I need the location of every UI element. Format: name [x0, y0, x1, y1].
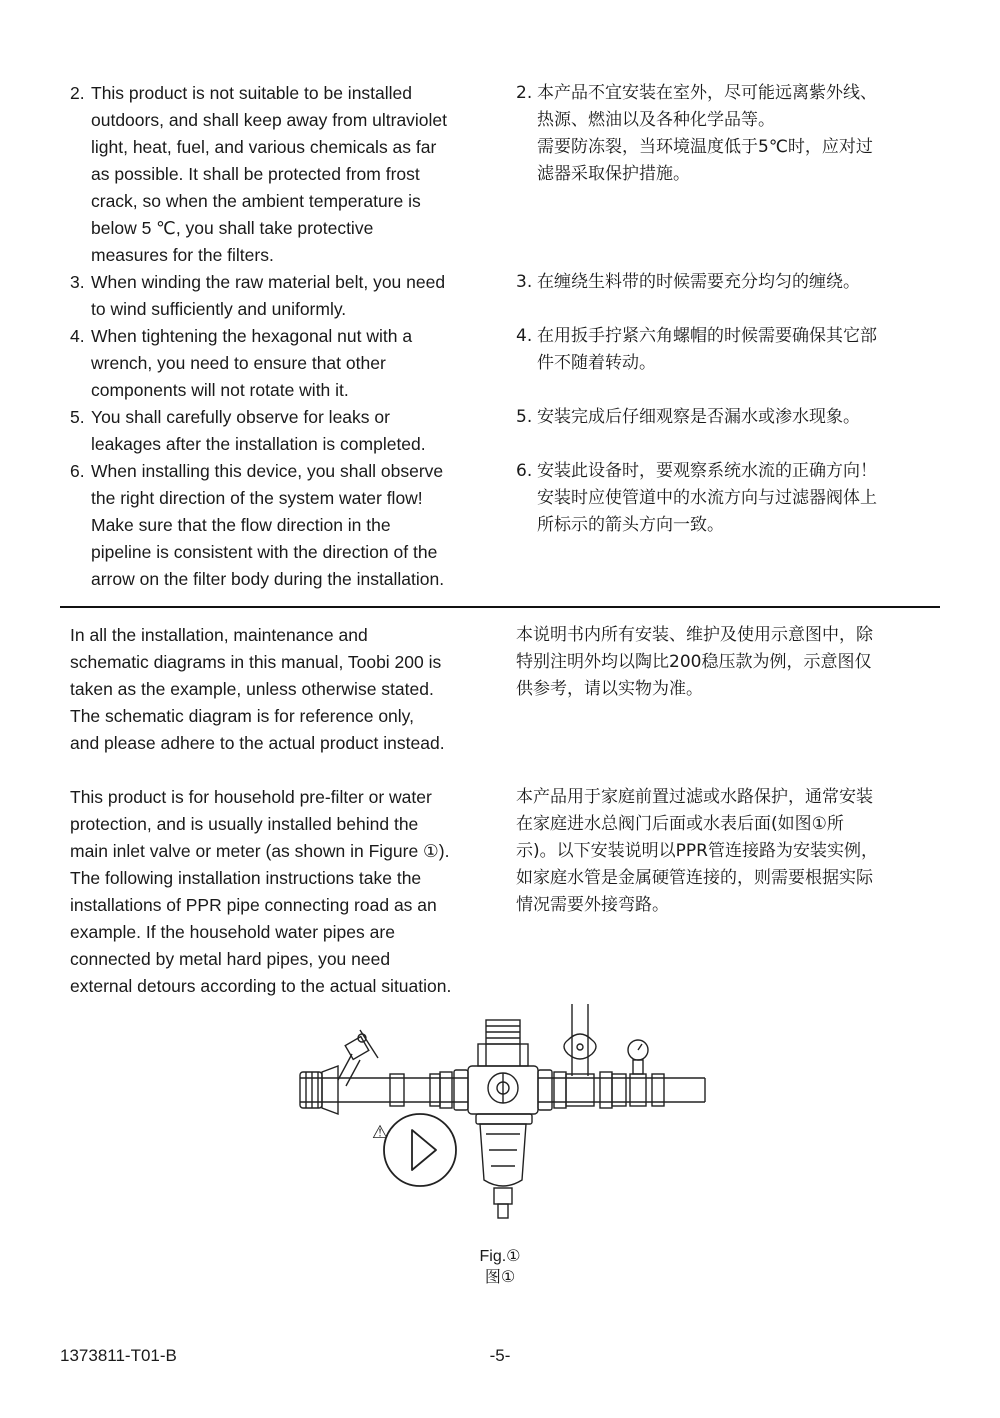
item-text: 在用扳手拧紧六角螺帽的时候需要确保其它部 件不随着转动。 [537, 326, 877, 373]
warning-icon: ⚠ [371, 1122, 389, 1143]
item-number: 2. [70, 83, 85, 103]
item-number: 6. [70, 461, 85, 481]
figure-caption-zh: 图① [484, 1267, 516, 1286]
item-text: You shall carefully observe for leaks or leakages after the installation is completed. [91, 407, 426, 454]
list-item [70, 323, 500, 404]
note-chinese-diagrams: 本说明书内所有安装、维护及使用示意图中，除 特别注明外均以陶比200稳压款为例，示意图仅 供参考，请以实物为准。 [516, 625, 873, 699]
item-text: 在缠绕生料带的时候需要充分均匀的缠绕。 [537, 272, 860, 292]
item-number: 3. [516, 272, 533, 292]
list-item [516, 269, 936, 323]
item-text: 安装完成后仔细观察是否漏水或渗水现象。 [537, 407, 860, 427]
note-english-installation: This product is for household pre-filter or water protection, and is usually installed behind the main inlet valve or meter (as shown in Figure ①). The following installation instructions take the installations of PPR pipe connecting road as an example. If the household water pipes are connected by metal hard pipes, you need external detours according to the actual situation. [70, 787, 452, 996]
item-text: 安装此设备时，要观察系统水流的正确方向！ 安装时应使管道中的水流方向与过滤器阀体上 所标示的箭头方向一致。 [537, 461, 877, 535]
item-number: 5. [70, 407, 85, 427]
english-instructions-list [70, 80, 500, 593]
list-item [70, 269, 500, 323]
list-item [70, 80, 500, 269]
item-number: 5. [516, 407, 533, 427]
note-chinese-installation: 本产品用于家庭前置过滤或水路保护，通常安装 在家庭进水总阀门后面或水表后面(如图①所 示)。以下安装说明以PPR管连接路为安装实例， 如家庭水管是金属硬管连接的，则需要根据实际 情况需要外接弯路。 [516, 787, 878, 915]
item-number: 4. [70, 326, 85, 346]
item-number: 3. [70, 272, 85, 292]
chinese-instructions-list [516, 80, 936, 593]
list-item [516, 323, 936, 404]
document-code: 1373811-T01-B [60, 1346, 177, 1365]
list-item [70, 458, 500, 593]
list-item [516, 80, 936, 269]
section-divider [60, 606, 940, 608]
flow-arrow-icon [412, 1130, 436, 1170]
item-text: 本产品不宜安装在室外，尽可能远离紫外线、 热源、燃油以及各种化学品等。 需要防冻裂，当环境温度低于5℃时，应对过 滤器采取保护措施。 [537, 83, 877, 184]
figure-caption-en: Fig.① [479, 1248, 521, 1265]
installation-diagram [290, 1000, 710, 1230]
list-item [516, 458, 936, 593]
page-number: -5- [489, 1346, 511, 1365]
item-number: 4. [516, 326, 533, 346]
flow-direction-circle [384, 1114, 456, 1186]
item-text: When tightening the hexagonal nut with a wrench, you need to ensure that other components will not rotate with it. [91, 326, 413, 400]
item-number: 6. [516, 461, 533, 481]
item-text: When installing this device, you shall observe the right direction of the system water flow! Make sure that the flow direction in the pipeline is consistent with the direction of the arrow on the filter body during the installation. [91, 461, 445, 589]
list-item [516, 404, 936, 458]
list-item [70, 404, 500, 458]
item-text: When winding the raw material belt, you need to wind sufficiently and uniformly. [91, 272, 446, 319]
item-text: This product is not suitable to be installed outdoors, and shall keep away from ultraviolet light, heat, fuel, and various chemicals as far as possible. It shall be protected from frost crack, so when the ambient temperature is below 5 ℃, you shall take protective measures for the filters. [91, 83, 448, 265]
note-english-diagrams: In all the installation, maintenance and schematic diagrams in this manual, Toobi 200 is taken as the example, unless otherwise stated. The schematic diagram is for reference only, and please adhere to the actual product instead. [70, 625, 445, 753]
item-number: 2. [516, 83, 533, 103]
